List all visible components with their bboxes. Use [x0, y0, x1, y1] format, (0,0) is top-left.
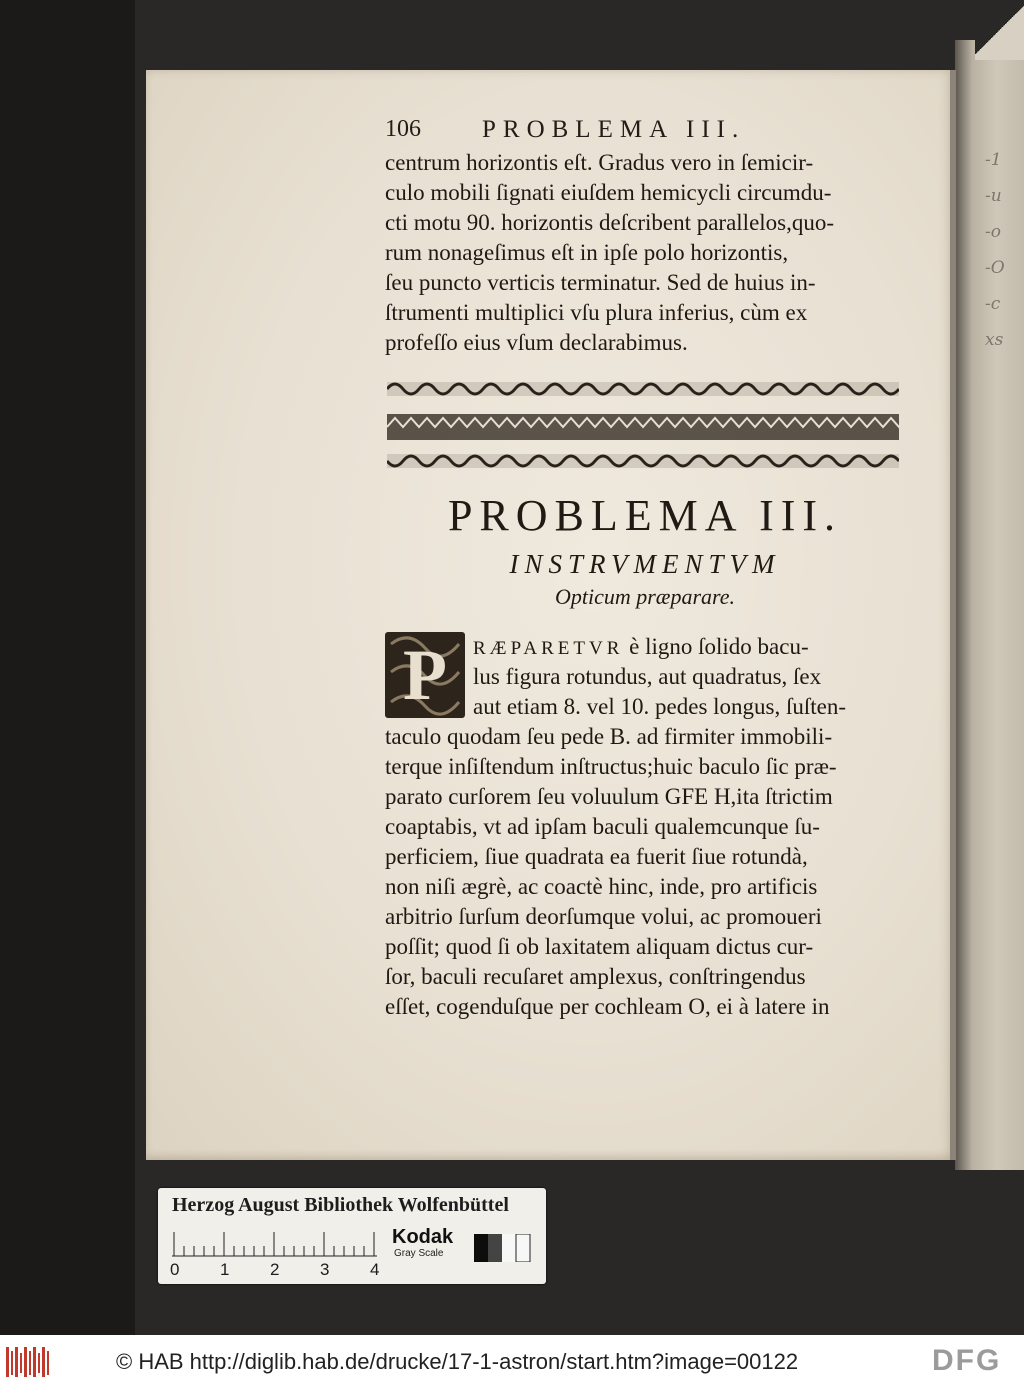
text-line: coaptabis, vt ad ipſam baculi qualemcunque ſu-	[385, 814, 820, 839]
text-line: rum nonageſimus eſt in ipſe polo horizontis,	[385, 240, 789, 265]
copyright-link[interactable]: © HAB http://diglib.hab.de/drucke/17-1-astron/start.htm?image=00122	[116, 1349, 799, 1374]
page-number: 106	[385, 116, 421, 142]
barcode-icon	[6, 1345, 50, 1379]
gray-scale-swatch	[474, 1234, 532, 1262]
text-line: eſſet, cogenduſque per cochleam O, ei à latere in	[385, 994, 830, 1019]
ornament-row-1	[387, 382, 899, 396]
body-paragraph	[385, 632, 905, 1022]
text-line	[385, 632, 905, 662]
scale-label: 3	[320, 1260, 330, 1279]
problem-subheading: INSTRVMENTVM	[509, 549, 781, 579]
text-line: culo mobili ſignati eiuſdem hemicycli circumdu-	[385, 180, 832, 205]
ornament-row-3	[387, 454, 899, 468]
text-line: arbitrio ſurſum deorſumque volui, ac promoueri	[385, 904, 822, 929]
kodak-subtitle: Gray Scale	[394, 1248, 444, 1259]
smallcaps-word: RÆPARETVR	[473, 638, 624, 659]
text-line: profeſſo eius vſum declarabimus.	[385, 330, 688, 355]
problem-heading: PROBLEMA III.	[447, 491, 843, 540]
text-line: terque inſiſtendum inſtructus;huic baculo ſic præ-	[385, 754, 837, 779]
top-paragraph	[385, 148, 905, 358]
running-title: PROBLEMA III.	[482, 116, 746, 143]
ruler-scale	[172, 1226, 382, 1258]
margin-mark: -1	[985, 150, 1002, 170]
text-line: ſor, baculi recuſaret amplexus, conſtringendus	[385, 964, 806, 989]
library-name: Herzog August Bibliothek Wolfenbüttel	[172, 1194, 509, 1216]
scale-label: 2	[270, 1260, 280, 1279]
problem-subtitle: Opticum præparare.	[554, 584, 736, 609]
text-line-rest: è ligno ſolido bacu-	[623, 634, 809, 659]
text-line: centrum horizontis eſt. Gradus vero in ſemicir-	[385, 150, 814, 175]
text-line: perficiem, ſiue quadrata ea fuerit ſiue rotundà,	[385, 844, 808, 869]
text-line: lus figura rotundus, aut quadratus, ſex	[473, 664, 822, 689]
scale-label: 1	[220, 1260, 230, 1279]
text-line: ſeu puncto verticis terminatur. Sed de huius in-	[385, 270, 816, 295]
text-line: cti motu 90. horizontis deſcribent parallelos,quo-	[385, 210, 835, 235]
margin-mark: -c	[985, 294, 1001, 314]
color-calibration-card	[158, 1188, 546, 1284]
dfg-logo: DFG	[932, 1344, 1002, 1377]
text-line: aut etiam 8. vel 10. pedes longus, ſuſten-	[473, 694, 847, 719]
text-line: taculo quodam ſeu pede B. ad firmiter immobili-	[385, 724, 833, 749]
margin-mark: -u	[985, 186, 1002, 206]
page-header	[385, 116, 905, 150]
margin-mark: -O	[985, 258, 1005, 278]
initial-letter: P	[403, 635, 447, 715]
margin-mark: xs	[985, 330, 1004, 350]
text-line: non niſi ægrè, ac coactè hinc, inde, pro artificis	[385, 874, 818, 899]
scale-label: 0	[170, 1260, 180, 1279]
adjacent-page-corner	[975, 0, 1024, 60]
ornamental-border	[387, 378, 899, 476]
margin-mark: -o	[985, 222, 1001, 242]
scanner-left-band	[0, 0, 135, 1335]
ornament-row-2	[387, 414, 899, 440]
footer-bar	[0, 1335, 1024, 1389]
page-gutter-edge	[950, 70, 956, 1160]
scale-label: 4	[370, 1260, 380, 1279]
text-line: ſtrumenti multiplici vſu plura inferius, cùm ex	[385, 300, 808, 325]
text-line: poſſit; quod ſi ob laxitatem aliquam dictus cur-	[385, 934, 814, 959]
kodak-brand: Kodak	[392, 1226, 454, 1248]
adjacent-page-margin-text	[985, 150, 1024, 366]
text-line: parato curſorem ſeu voluulum GFE H,ita ſtrictim	[385, 784, 833, 809]
